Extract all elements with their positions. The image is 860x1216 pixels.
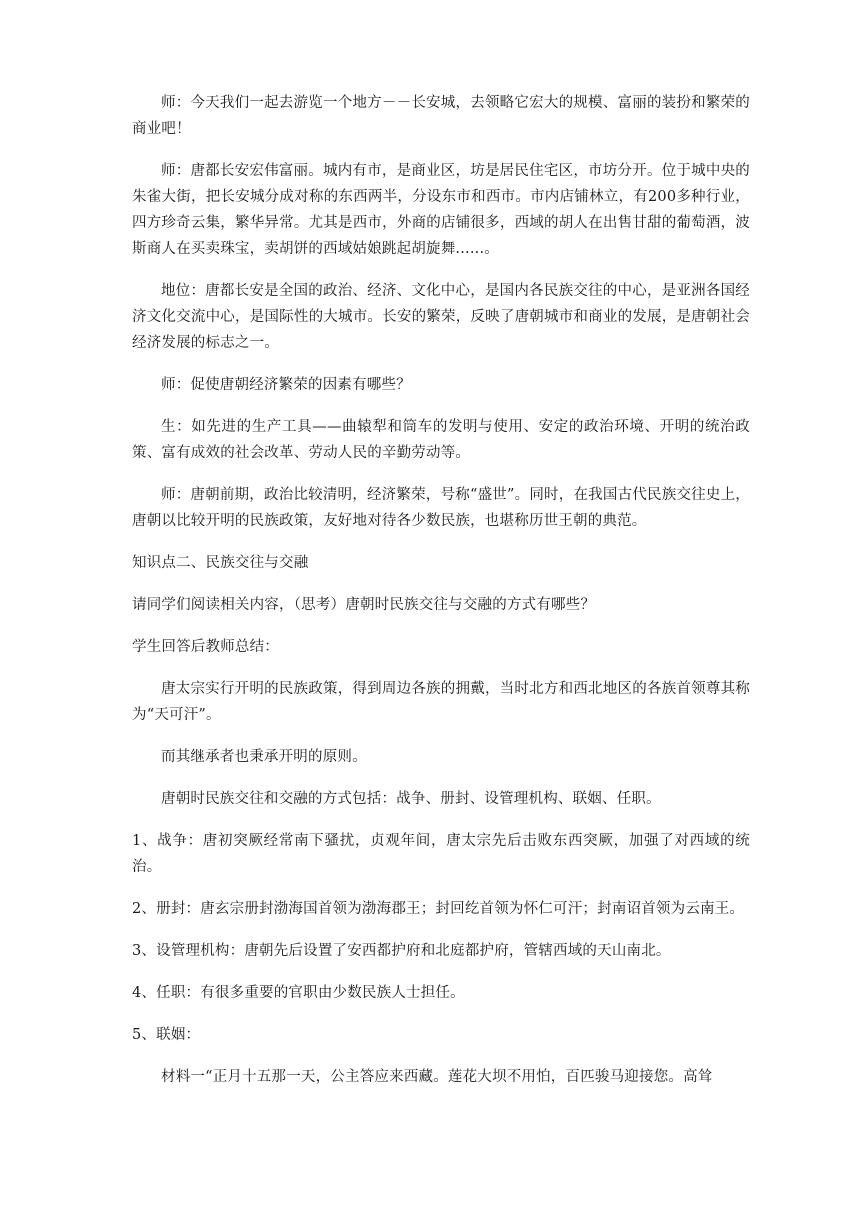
paragraph: 而其继承者也秉承开明的原则。 bbox=[161, 749, 367, 765]
list-item: 4、任职：有很多重要的官职由少数民族人士担任。 bbox=[132, 985, 465, 1001]
paragraph: 师：今天我们一起去游览一个地方－－长安城，去领略它宏大的规模、富丽的装扮和繁荣的商业吧！ bbox=[132, 95, 750, 137]
list-item: 3、设管理机构：唐朝先后设置了安西都护府和北庭都护府，管辖西域的天山南北。 bbox=[132, 943, 671, 959]
list-item: 1、战争：唐初突厥经常南下骚扰，贞观年间，唐太宗先后击败东西突厥，加强了对西域的统治。 bbox=[132, 833, 750, 875]
list-item: 5、联姻： bbox=[132, 1027, 201, 1043]
paragraph: 学生回答后教师总结： bbox=[132, 639, 279, 655]
paragraph: 请同学们阅读相关内容，（思考）唐朝时民族交往与交融的方式有哪些？ bbox=[132, 597, 596, 613]
paragraph: 师：唐都长安宏伟富丽。城内有市，是商业区，坊是居民住宅区，市坊分开。位于城中央的朱雀大街，把长安城分成对称的东西两半，分设东市和西市。市内店铺林立，有200多种行业，四方珍奇云集，繁华异常。尤其是西市，外商的店铺很多，西域的胡人在出售甘甜的葡萄酒，波斯商人在买卖珠宝，卖胡饼的西域姑娘跳起胡旋舞......。 bbox=[132, 163, 750, 257]
paragraph: 唐太宗实行开明的民族政策，得到周边各族的拥戴，当时北方和西北地区的各族首领尊其称为“天可汗”。 bbox=[132, 681, 750, 723]
paragraph: 地位：唐都长安是全国的政治、经济、文化中心，是国内各民族交往的中心，是亚洲各国经济文化交流中心，是国际性的大城市。长安的繁荣，反映了唐朝城市和商业的发展，是唐朝社会经济发展的标志之一。 bbox=[132, 283, 750, 351]
section-heading: 知识点二、民族交往与交融 bbox=[132, 555, 309, 571]
paragraph: 师：唐朝前期，政治比较清明，经济繁荣，号称“盛世”。同时，在我国古代民族交往史上，唐朝以比较开明的民族政策，友好地对待各少数民族，也堪称历世王朝的典范。 bbox=[132, 487, 750, 529]
paragraph: 师：促使唐朝经济繁荣的因素有哪些？ bbox=[161, 377, 411, 393]
list-item: 2、册封：唐玄宗册封渤海国首领为渤海郡王；封回纥首领为怀仁可汗；封南诏首领为云南王。 bbox=[132, 901, 745, 917]
paragraph: 生：如先进的生产工具——曲辕犁和筒车的发明与使用、安定的政治环境、开明的统治政策、富有成效的社会改革、劳动人民的辛勤劳动等。 bbox=[132, 419, 750, 461]
paragraph: 材料一“正月十五那一天，公主答应来西藏。莲花大坝不用怕，百匹骏马迎接您。高耸 bbox=[161, 1069, 713, 1085]
paragraph: 唐朝时民族交往和交融的方式包括：战争、册封、设管理机构、联姻、任职。 bbox=[161, 791, 661, 807]
